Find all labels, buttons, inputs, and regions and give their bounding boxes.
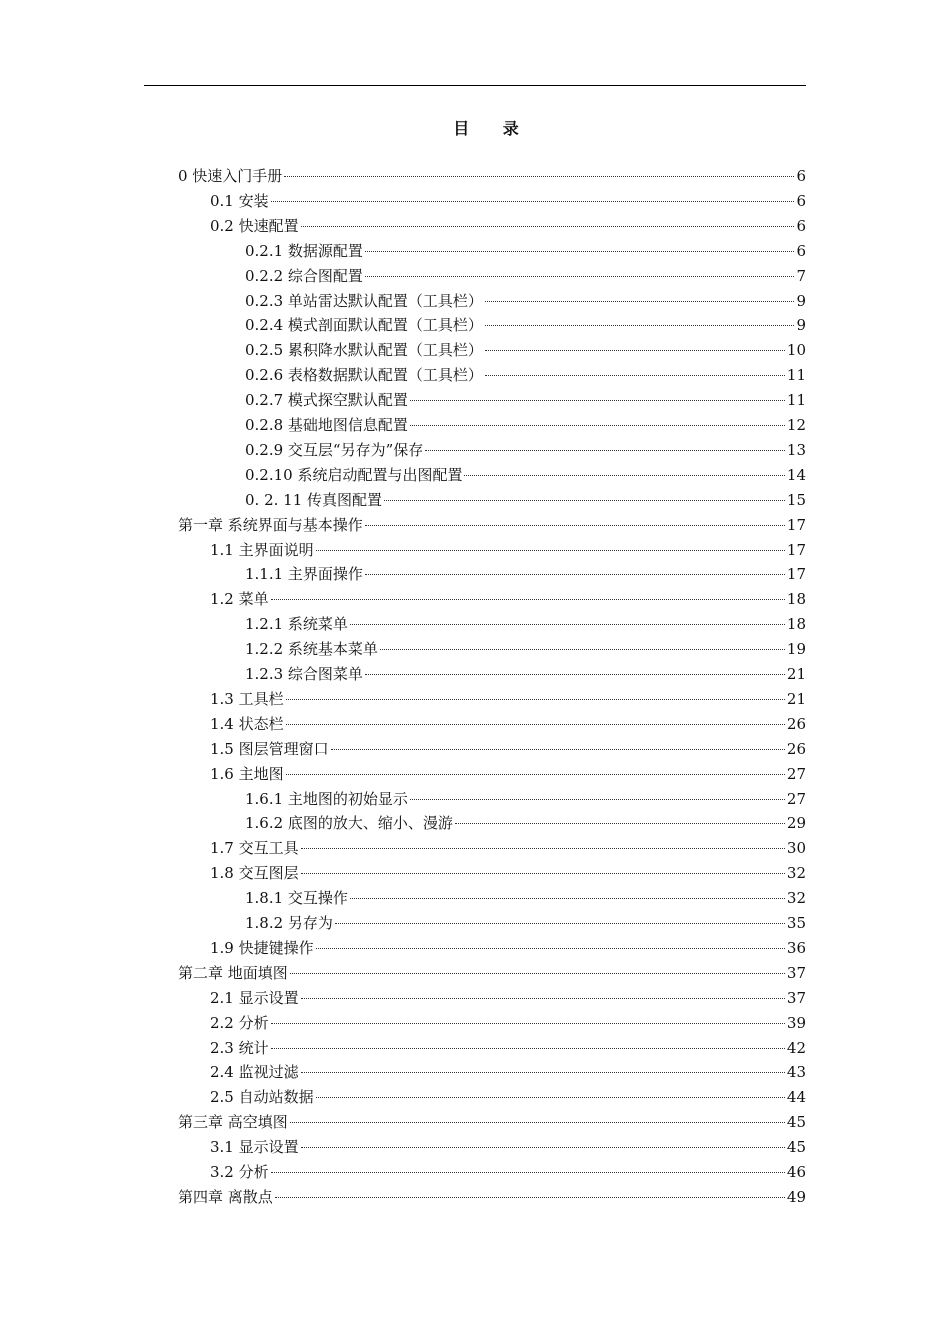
toc-leader-dots [316,550,785,551]
toc-entry-page: 45 [786,1138,806,1157]
toc-entry-page: 9 [796,291,806,310]
toc-entry-label: 1.6 主地图 [210,764,284,783]
toc-entry[interactable] [245,788,806,810]
toc-entry[interactable] [245,812,806,834]
toc-entry[interactable] [210,1161,806,1183]
toc-entry[interactable] [245,563,806,585]
toc-entry-page: 29 [786,814,806,833]
toc-entry[interactable] [178,1186,806,1208]
toc-entry[interactable] [210,837,806,859]
toc-leader-dots [301,873,785,874]
toc-leader-dots [301,226,795,227]
toc-entry-label: 2.4 监视过滤 [210,1063,299,1082]
toc-entry-label: 1.2.2 系统基本菜单 [245,640,378,659]
toc-leader-dots [365,574,785,575]
toc-entry-label: 2.1 显示设置 [210,988,299,1007]
toc-leader-dots [275,1197,785,1198]
toc-entry[interactable] [245,290,806,312]
toc-leader-dots [350,898,785,899]
toc-leader-dots [271,201,795,202]
toc-entry-page: 44 [786,1088,806,1107]
toc-entry-label: 1.5 图层管理窗口 [210,739,329,758]
toc-entry[interactable] [210,215,806,237]
toc-entry-page: 32 [786,889,806,908]
toc-entry-label: 0.2.1 数据源配置 [245,241,363,260]
toc-leader-dots [284,176,794,177]
toc-leader-dots [301,848,785,849]
toc-entry-label: 0.2.3 单站雷达默认配置（工具栏） [245,291,483,310]
toc-entry-page: 39 [786,1013,806,1032]
toc-leader-dots [301,1147,785,1148]
toc-entry-label: 1.7 交互工具 [210,839,299,858]
toc-entry[interactable] [210,1037,806,1059]
toc-entry-label: 第三章 高空填图 [178,1113,288,1132]
toc-entry-page: 6 [796,216,806,235]
toc-entry-label: 1.6.2 底图的放大、缩小、漫游 [245,814,453,833]
toc-entry-label: 0.2.6 表格数据默认配置（工具栏） [245,366,483,385]
toc-entry-label: 1.1 主界面说明 [210,540,314,559]
toc-leader-dots [286,774,785,775]
toc-entry[interactable] [245,240,806,262]
toc-entry-label: 第一章 系统界面与基本操作 [178,515,363,534]
toc-entry-label: 1.4 状态栏 [210,714,284,733]
toc-leader-dots [290,1122,785,1123]
toc-leader-dots [316,1097,785,1098]
toc-leader-dots [384,500,785,501]
toc-entry-page: 6 [796,241,806,260]
toc-entry-label: 0.2 快速配置 [210,216,299,235]
toc-entry-label: 2.3 统计 [210,1038,269,1057]
toc-leader-dots [271,1048,785,1049]
toc-entry[interactable] [245,912,806,934]
toc-leader-dots [331,749,785,750]
toc-entry[interactable] [245,663,806,685]
toc-entry-page: 9 [796,316,806,335]
toc-entry-page: 46 [786,1163,806,1181]
toc-entry-page: 17 [786,515,806,534]
toc-entry-page: 14 [786,465,806,484]
toc-entry[interactable] [210,937,806,959]
toc-leader-dots [350,624,785,625]
toc-entry-page: 19 [786,640,806,659]
toc-entry[interactable] [210,738,806,760]
toc-entry-page: 10 [786,341,806,360]
toc-entry-page: 35 [786,914,806,932]
toc-entry[interactable] [245,414,806,436]
toc-entry-page: 21 [786,665,806,683]
toc-entry-page: 12 [786,416,806,434]
toc-entry-page: 37 [786,963,806,982]
toc-entry-page: 6 [796,191,806,210]
toc-entry-label: 1.8 交互图层 [210,864,299,883]
toc-entry[interactable] [210,539,806,561]
toc-leader-dots [410,425,785,426]
toc-leader-dots [286,724,785,725]
toc-leader-dots [455,823,785,824]
toc-entry-page: 43 [786,1063,806,1082]
toc-leader-dots [301,998,785,999]
toc-entry-label: 第二章 地面填图 [178,963,288,982]
toc-entry[interactable] [210,588,806,610]
toc-entry-page: 11 [786,366,806,385]
toc-entry-page: 32 [786,864,806,883]
toc-entry[interactable] [210,190,806,212]
toc-leader-dots [410,400,785,401]
header-rule [144,85,806,86]
toc-entry[interactable] [178,962,806,984]
toc-entry-label: 1.1.1 主界面操作 [245,565,363,584]
toc-entry-page: 27 [786,764,806,783]
toc-entry-label: 1.8.2 另存为 [245,914,333,932]
toc-entry[interactable] [210,862,806,884]
toc-entry-page: 27 [786,789,806,808]
toc-entry-page: 6 [796,167,806,185]
toc-entry-page: 15 [786,490,806,509]
toc-entry-page: 11 [786,391,806,410]
toc-entry-page: 37 [786,988,806,1007]
toc-entry[interactable] [210,1012,806,1034]
toc-leader-dots [290,973,785,974]
toc-entry[interactable] [245,613,806,635]
toc-entry-label: 1.8.1 交互操作 [245,889,348,908]
toc-entry[interactable] [178,514,806,536]
toc-entry-page: 13 [786,440,806,459]
toc-leader-dots [485,325,795,326]
toc-entry[interactable] [210,713,806,735]
toc-entry-label: 3.2 分析 [210,1163,269,1181]
toc-entry-page: 49 [786,1187,806,1206]
toc-leader-dots [485,375,785,376]
toc-entry-page: 18 [786,590,806,609]
toc-entry-page: 36 [786,938,806,957]
toc-leader-dots [410,799,785,800]
toc-entry[interactable] [245,339,806,361]
toc-entry-label: 0.2.10 系统启动配置与出图配置 [245,465,463,484]
toc-entry-label: 0.2.2 综合图配置 [245,266,363,285]
toc-entry[interactable] [245,364,806,386]
toc-entry-label: 第四章 离散点 [178,1187,273,1206]
toc-leader-dots [335,923,785,924]
toc-entry[interactable] [245,638,806,660]
toc-entry-page: 26 [786,714,806,733]
toc-entry[interactable] [210,688,806,710]
toc-entry-label: 1.2 菜单 [210,590,269,609]
toc-leader-dots [365,674,785,675]
toc-entry[interactable] [178,1111,806,1133]
toc-entry[interactable] [245,265,806,287]
toc-entry[interactable] [210,1086,806,1108]
toc-leader-dots [485,301,795,302]
toc-entry-label: 1.3 工具栏 [210,689,284,708]
toc-entry-page: 7 [796,266,806,285]
toc-entry[interactable] [245,489,806,511]
toc-entry-label: 0.2.5 累积降水默认配置（工具栏） [245,341,483,360]
toc-leader-dots [286,699,785,700]
toc-entry-page: 17 [786,540,806,559]
toc-leader-dots [485,350,785,351]
toc-entry-label: 3.1 显示设置 [210,1138,299,1157]
toc-leader-dots [464,475,784,476]
toc-entry-label: 0.1 安装 [210,191,269,210]
toc-entry-page: 17 [786,565,806,584]
toc-entry[interactable] [178,165,806,187]
toc-leader-dots [316,948,785,949]
toc-entry-page: 42 [786,1038,806,1057]
toc-entry-page: 45 [786,1113,806,1132]
toc-leader-dots [380,649,785,650]
toc-entry[interactable] [210,763,806,785]
toc-entry-label: 0.2.4 模式剖面默认配置（工具栏） [245,316,483,335]
toc-entry-page: 26 [786,739,806,758]
toc-leader-dots [425,450,785,451]
toc-entry[interactable] [210,1136,806,1158]
toc-entry-page: 30 [786,839,806,858]
toc-entry-page: 18 [786,615,806,634]
toc-entry[interactable] [210,987,806,1009]
toc-leader-dots [365,525,785,526]
toc-leader-dots [271,1023,785,1024]
toc-entry-label: 1.2.1 系统菜单 [245,615,348,634]
toc-entry-label: 2.5 自动站数据 [210,1088,314,1107]
toc-entry-label: 1.9 快捷键操作 [210,938,314,957]
toc-entry-label: 0.2.7 模式探空默认配置 [245,391,408,410]
toc-entry-label: 0.2.8 基础地图信息配置 [245,416,408,434]
toc-entry-label: 1.2.3 综合图菜单 [245,665,363,683]
toc-entry-label: 0 快速入门手册 [178,167,283,185]
toc-entry[interactable] [245,439,806,461]
toc-entry-label: 2.2 分析 [210,1013,269,1032]
toc-entry-label: 1.6.1 主地图的初始显示 [245,789,408,808]
toc-leader-dots [301,1072,785,1073]
toc-leader-dots [271,599,785,600]
toc-entry-label: 0.2.9 交互层“另存为”保存 [245,440,424,459]
toc-leader-dots [365,276,795,277]
page-title: 目 录 [453,119,533,138]
toc-entry[interactable] [245,464,806,486]
toc-entry-page: 21 [786,689,806,708]
toc-entry[interactable] [245,389,806,411]
toc-leader-dots [271,1172,785,1173]
toc-entry[interactable] [245,887,806,909]
toc-leader-dots [365,251,795,252]
toc-entry-label: 0. 2. 11 传真图配置 [245,490,383,509]
toc-entry[interactable] [210,1061,806,1083]
toc-entry[interactable] [245,314,806,336]
